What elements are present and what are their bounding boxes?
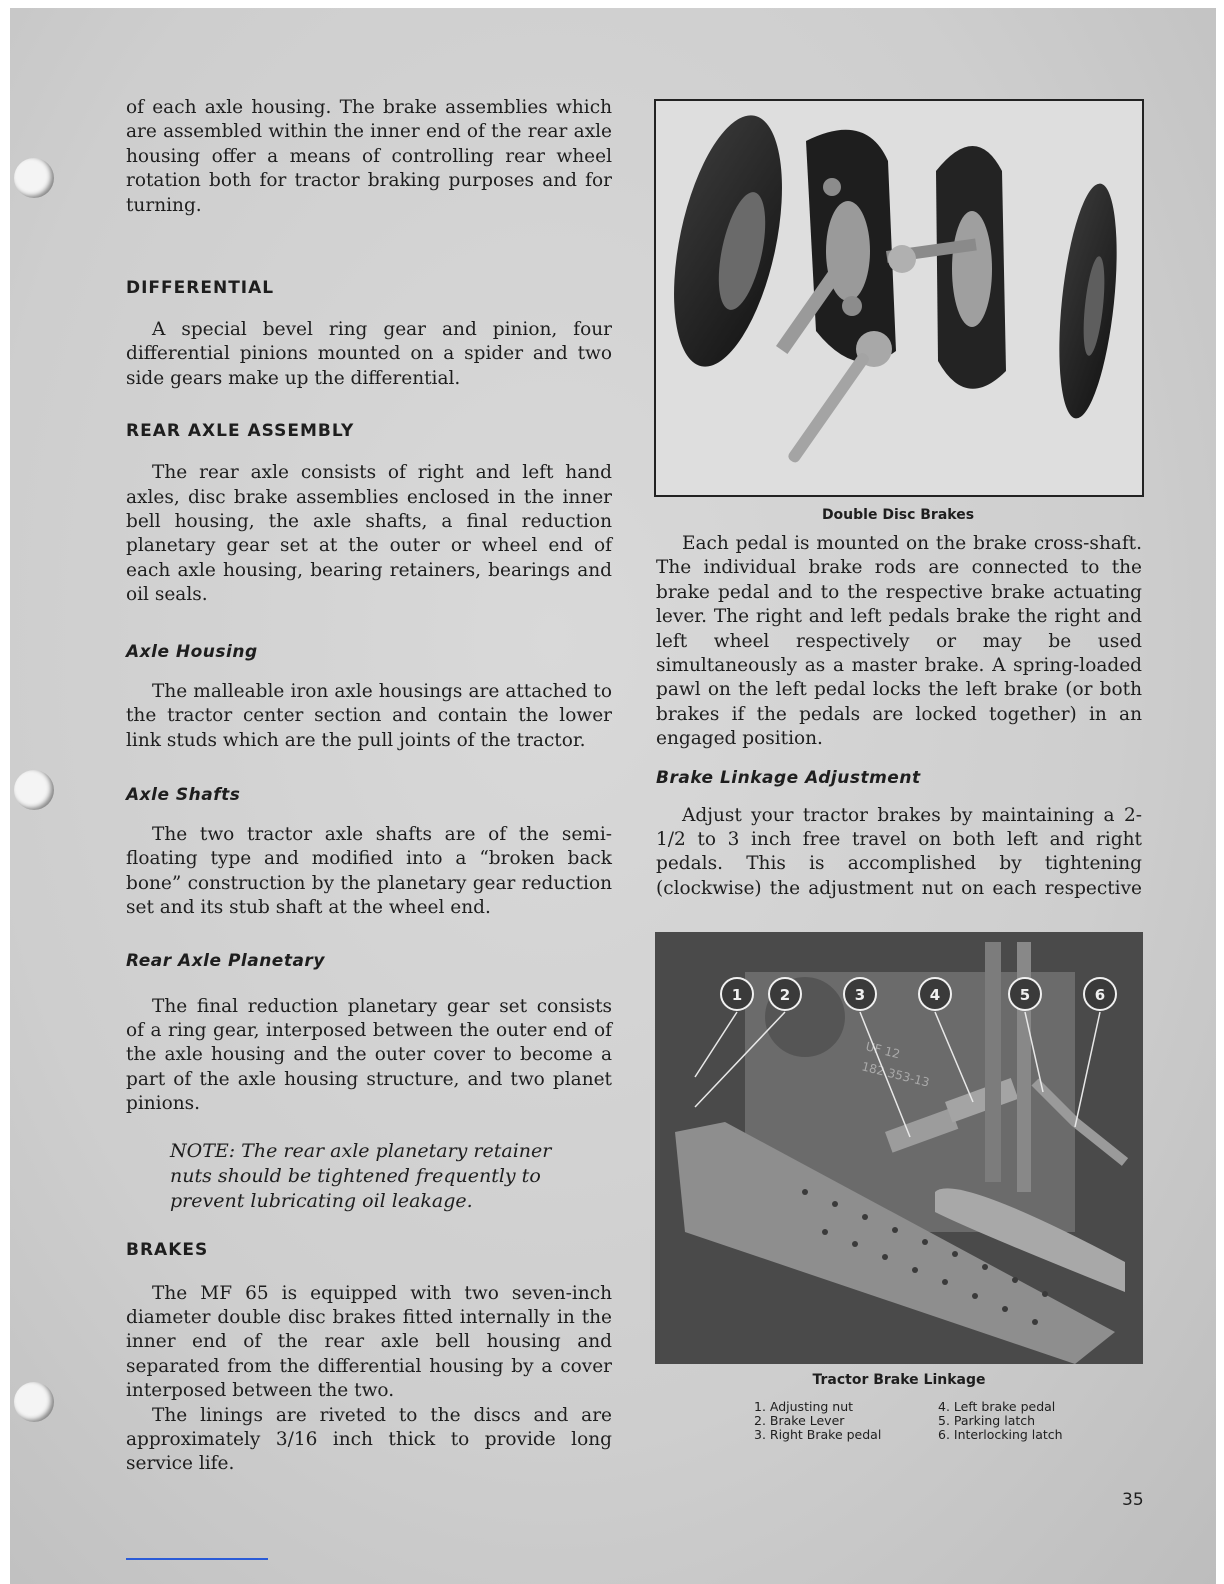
binder-hole-middle: [14, 770, 54, 810]
callout-3: 3: [854, 986, 866, 1004]
brakes-paragraph-1: The MF 65 is equipped with two seven-inch diameter double disc brakes fitted internally in the inner end of the rear axle bell housing and separated from the differential housing by a cover interposed between the two.: [126, 1282, 612, 1402]
callout-5: 5: [1019, 986, 1031, 1004]
legend-item-6: 6. Interlocking latch: [938, 1427, 1063, 1442]
binder-hole-top: [14, 158, 54, 198]
legend-item-5: 5. Parking latch: [938, 1413, 1036, 1428]
axle-shafts-heading: Axle Shafts: [126, 784, 241, 805]
differential-heading: DIFFERENTIAL: [126, 278, 275, 299]
brakes-heading: BRAKES: [126, 1239, 209, 1260]
page-number: 35: [1122, 1490, 1144, 1510]
callout-4: 4: [929, 986, 941, 1004]
brake-linkage-heading: Brake Linkage Adjustment: [656, 767, 921, 788]
legend-item-1: 1. Adjusting nut: [754, 1399, 854, 1414]
intro-paragraph: of each axle housing. The brake assemblies which are assembled within the inner end of the rear axle housing offer a means of controlling rear wheel rotation both for tractor braking purposes and for turning.: [126, 97, 612, 216]
casting-text-2: 182 353-13: [860, 1059, 931, 1090]
right-column: [656, 532, 1142, 901]
manual-page: [10, 8, 1216, 1584]
axle-housing-paragraph: The malleable iron axle housings are attached to the tractor center section and contain the lower link studs which are the pull joints of the tractor.: [126, 680, 612, 751]
rear-axle-assembly-heading: REAR AXLE ASSEMBLY: [126, 421, 355, 442]
tractor-brake-linkage-photo: [655, 932, 1143, 1364]
brake-linkage-paragraph: Adjust your tractor brakes by maintaining a 2-1/2 to 3 inch free travel on both left and right pedals. This is accomplished by tightening (clockwise) the adjustment nut on each respective: [656, 804, 1142, 899]
rear-axle-assembly-paragraph: The rear axle consists of right and left hand axles, disc brake assemblies enclosed in the inner bell housing, the axle shafts, a final reduction planetary gear set at the outer or wheel end of each axle housing, bearing retainers, bearings and oil seals.: [126, 462, 612, 606]
rear-axle-planetary-paragraph: The final reduction planetary gear set consists of a ring gear, interposed between the outer end of the axle housing and the outer cover to become a part of the axle housing structure, and two planet pinions.: [126, 995, 612, 1115]
differential-paragraph: A special bevel ring gear and pinion, four differential pinions mounted on a spider and two side gears make up the differential.: [126, 319, 612, 389]
figure-1-caption: Double Disc Brakes: [821, 507, 975, 523]
brake-discs-illustration: [656, 101, 1142, 495]
footer-link-underline: [126, 1558, 268, 1560]
planetary-note: NOTE: The rear axle planetary retainer nuts should be tightened frequently to prevent lubricating oil leakage.: [170, 1139, 552, 1212]
double-disc-brakes-photo: [654, 99, 1144, 497]
legend-left: [754, 1400, 881, 1442]
brakes-paragraph-2: The linings are riveted to the discs and are approximately 3/16 inch thick to provide long service life.: [126, 1404, 612, 1475]
binder-hole-bottom: [14, 1382, 54, 1422]
brake-linkage-illustration: [655, 932, 1143, 1364]
legend-item-4: 4. Left brake pedal: [938, 1399, 1056, 1414]
callout-6: 6: [1094, 986, 1106, 1004]
rear-axle-planetary-heading: Rear Axle Planetary: [126, 950, 325, 971]
legend-item-3: 3. Right Brake pedal: [754, 1427, 882, 1442]
figure-2-caption: Tractor Brake Linkage: [812, 1372, 986, 1388]
axle-housing-heading: Axle Housing: [126, 641, 258, 662]
legend-right: [938, 1400, 1063, 1442]
pedal-paragraph: Each pedal is mounted on the brake cross-shaft. The individual brake rods are connected to the brake pedal and to the respective brake actuating lever. The right and left pedals brake the right and left wheel respectively or may be used simultaneously as a master brake. A spring-loaded pawl on the left pedal locks the left brake (or both brakes if the pedals are locked together) in an engaged position.: [656, 533, 1142, 750]
axle-shafts-paragraph: The two tractor axle shafts are of the semi-floating type and modified into a “broken back bone” construction by the planetary gear reduction set and its stub shaft at the wheel end.: [126, 823, 612, 919]
left-column: [126, 96, 612, 1477]
legend-item-2: 2. Brake Lever: [754, 1413, 845, 1428]
callout-1: 1: [731, 986, 743, 1004]
callout-2: 2: [779, 986, 791, 1004]
casting-text-1: UF 12: [864, 1039, 902, 1062]
